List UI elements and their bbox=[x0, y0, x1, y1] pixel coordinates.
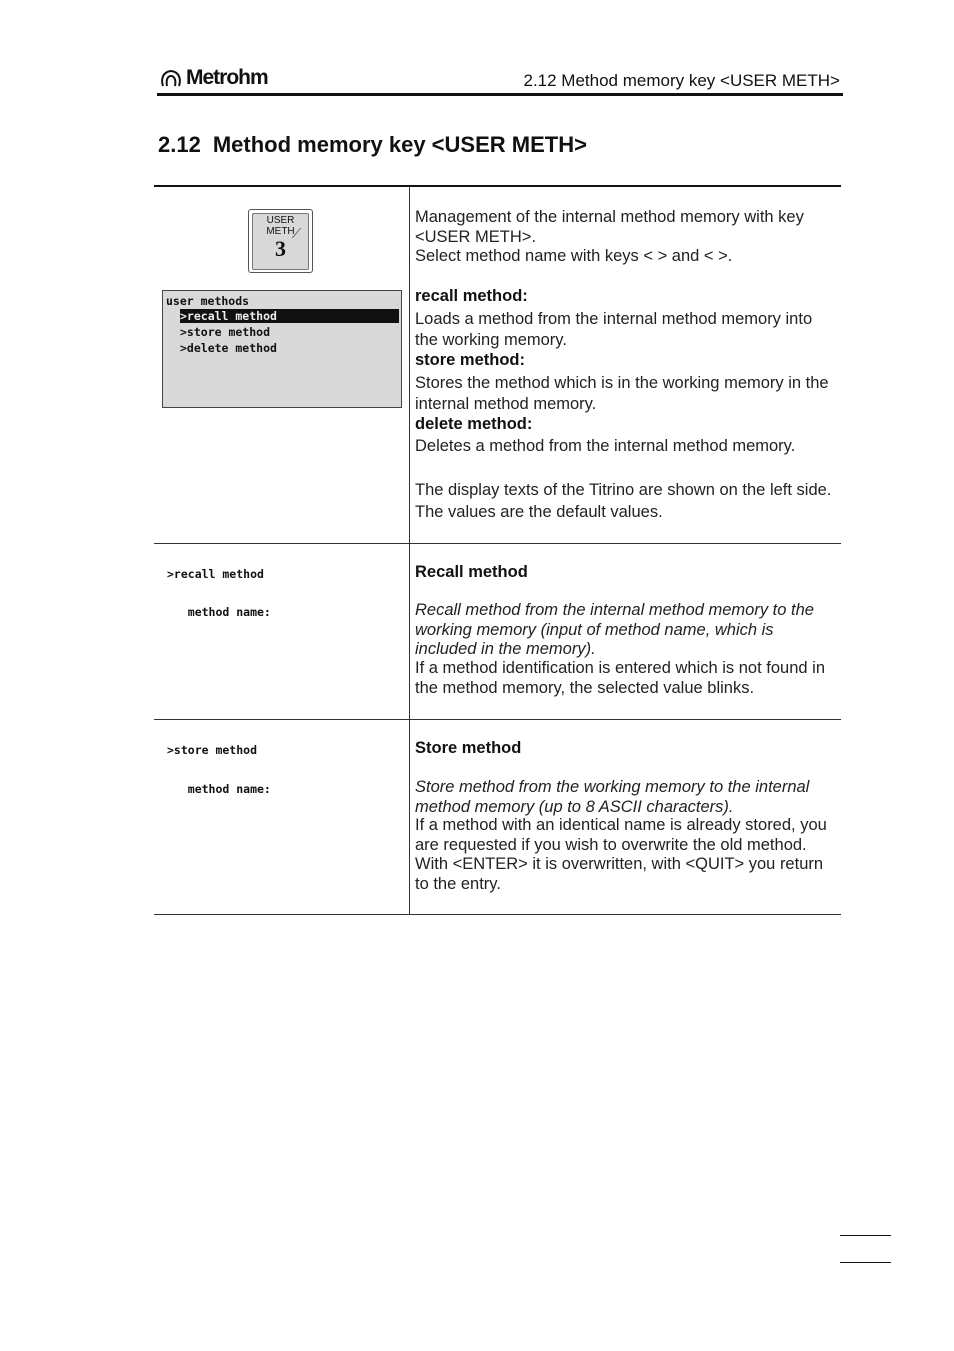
section-title bbox=[158, 132, 587, 158]
page-number-rule-bottom bbox=[840, 1262, 891, 1263]
lcd-title: user methods bbox=[166, 294, 250, 308]
table-column-divider bbox=[409, 187, 410, 915]
running-header: 2.12 Method memory key <USER METH> bbox=[523, 71, 840, 90]
lcd-option: >store method bbox=[180, 325, 271, 339]
metrohm-logo-icon bbox=[160, 68, 182, 88]
table-top-rule bbox=[154, 185, 841, 187]
recall-heading: recall method: bbox=[415, 287, 528, 305]
display-line: >store method bbox=[167, 743, 258, 757]
store-note: If a method with an identical name is already stored, you are requested if you wish to overwrite the old method. With <ENTER> it is overwritten, with <QUIT> you return to the entry. bbox=[415, 816, 827, 893]
intro-paragraph: Management of the internal method memory with key <USER METH>. bbox=[415, 208, 804, 246]
brand-name: Metrohm bbox=[186, 66, 268, 89]
store-section-heading: Store method bbox=[415, 739, 522, 757]
display-line: method name: bbox=[167, 605, 271, 619]
brand-logo bbox=[160, 66, 268, 90]
table-row-divider bbox=[154, 719, 841, 720]
delete-description: Deletes a method from the internal method memory. bbox=[415, 437, 796, 455]
lcd-option-selected: >recall method bbox=[180, 309, 399, 323]
table-bottom-rule bbox=[154, 914, 841, 915]
store-description: Stores the method which is in the working memory in the internal method memory. bbox=[415, 374, 829, 413]
key-number: 3 bbox=[275, 236, 286, 261]
intro-select-line: Select method name with keys < > and < >. bbox=[415, 247, 733, 265]
display-line: >recall method bbox=[167, 567, 264, 581]
recall-description: Loads a method from the internal method memory into the working memory. bbox=[415, 310, 813, 349]
recall-italic-description: Recall method from the internal method memory to the working memory (input of method name, which is included in the memory). bbox=[415, 601, 814, 658]
store-italic-description: Store method from the working memory to the internal method memory (up to 8 ASCII characters). bbox=[415, 778, 810, 816]
display-line: method name: bbox=[167, 782, 271, 796]
delete-heading: delete method: bbox=[415, 415, 533, 433]
key-label: USER METH bbox=[266, 215, 295, 237]
store-heading: store method: bbox=[415, 351, 526, 369]
recall-note: If a method identification is entered which is not found in the method memory, the selected value blinks. bbox=[415, 659, 825, 697]
display-note: The display texts of the Titrino are shown on the left side. The values are the default values. bbox=[415, 481, 832, 521]
user-meth-key bbox=[248, 209, 313, 273]
table-row-divider bbox=[154, 543, 841, 544]
header-rule bbox=[157, 93, 843, 96]
section-number: 2.12 bbox=[158, 132, 201, 157]
section-heading: Method memory key <USER METH> bbox=[212, 132, 587, 157]
recall-section-heading: Recall method bbox=[415, 563, 528, 581]
lcd-option: >delete method bbox=[180, 341, 277, 355]
lcd-display bbox=[162, 290, 402, 408]
page-number-rule-top bbox=[840, 1235, 891, 1236]
